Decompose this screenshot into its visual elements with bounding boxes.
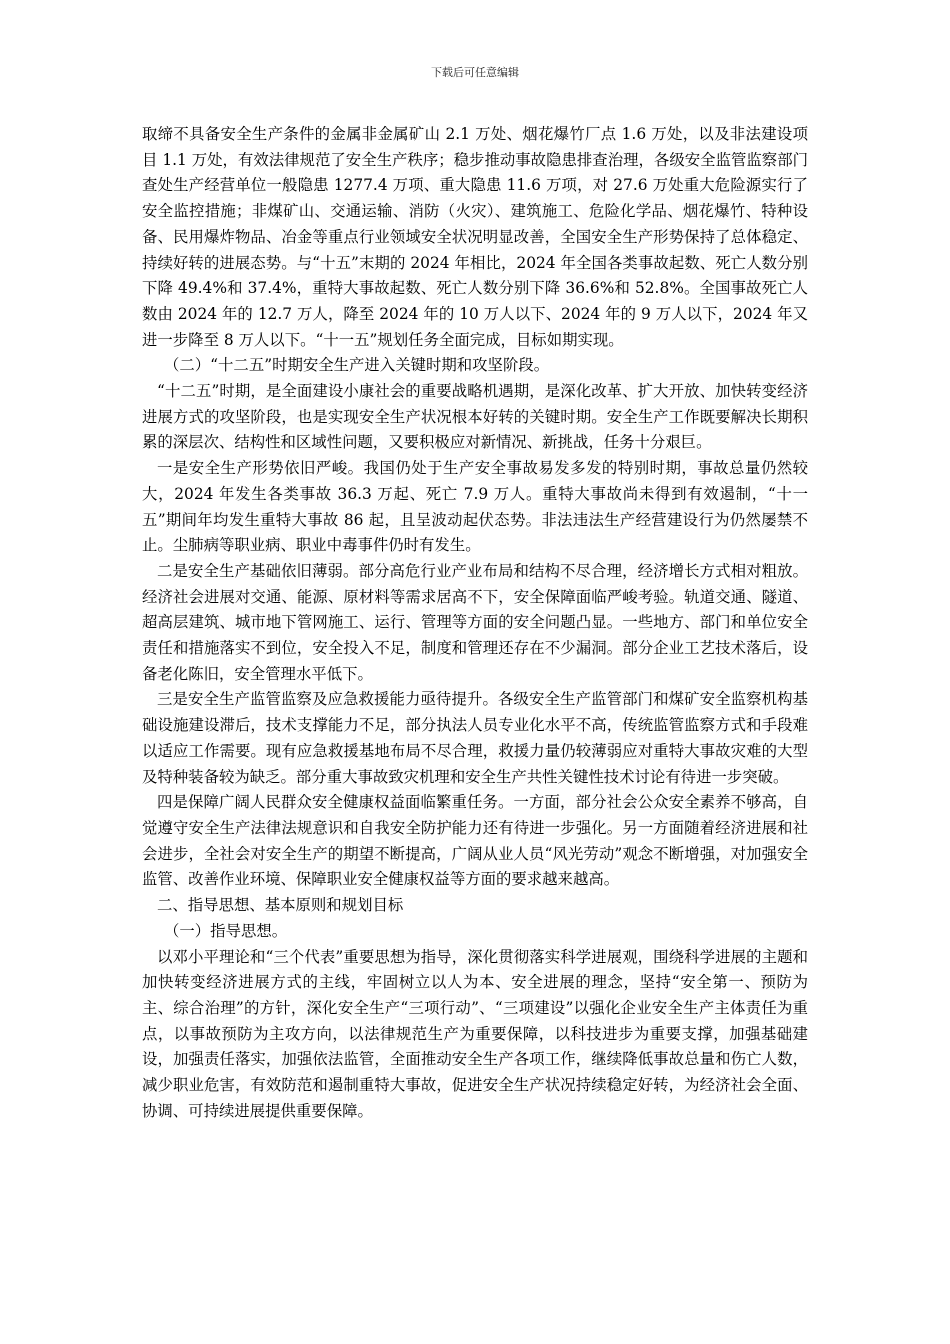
page-header: 下载后可任意编辑 (431, 66, 519, 79)
paragraph-point-two: 二是安全生产基础依旧薄弱。部分高危行业产业布局和结构不尽合理，经济增长方式相对粗放。经济社会进展对交通、能源、原材料等需求居高不下，安全保障面临严峻考验。轨道交通、隧道、超高层建筑、城市地下管网施工、运行、管理等方面的安全问题凸显。一些地方、部门和单位安全责任和措施落实不到位，安全投入不足，制度和管理还存在不少漏洞。部分企业工艺技术落后，设备老化陈旧，安全管理水平低下。 (142, 561, 808, 683)
paragraph-point-one: 一是安全生产形势依旧严峻。我国仍处于生产安全事故易发多发的特别时期，事故总量仍然较大，2024 年发生各类事故 36.3 万起、死亡 7.9 万人。重特大事故尚未得到有效遏制，“十一五”期间年均发生重特大事故 86 起，且呈波动起伏态势。非法违法生产经营建设行为仍然屡禁不止。尘肺病等职业病、职业中毒事件仍时有发生。 (142, 459, 808, 555)
section-heading-guiding-thought: （一）指导思想。 (164, 921, 288, 940)
paragraph-point-four: 四是保障广阔人民群众安全健康权益面临繁重任务。一方面，部分社会公众安全素养不够高，自觉遵守安全生产法律法规意识和自我安全防护能力还有待进一步强化。另一方面随着经济进展和社会进步，全社会对安全生产的期望不断提高，广阔从业人员“风光劳动”观念不断增强，对加强安全监管、改善作业环境、保障职业安全健康权益等方面的要求越来越高。 (142, 793, 808, 889)
paragraph-continuation: 取缔不具备安全生产条件的金属非金属矿山 2.1 万处、烟花爆竹厂点 1.6 万处，以及非法建设项目 1.1 万处，有效法律规范了安全生产秩序；稳步推动事故隐患排查治理，各级安全监管监察部门查处生产经营单位一般隐患 1277.4 万项、重大隐患 11.6 万项，对 27.6 万处重大危险源实行了安全监控措施；非煤矿山、交通运输、消防（火灾）、建筑施工、危险化学品、烟花爆竹、特种设备、民用爆炸物品、冶金等重点行业领域安全状况明显改善，全国安全生产形势保持了总体稳定、持续好转的进展态势。与“十五”末期的 2024 年相比，2024 年全国各类事故起数、死亡人数分别下降 49.4%和 37.4%，重特大事故起数、死亡人数分别下降 36.6%和 52.8%。全国事故死亡人数由 2024 年的 12.7 万人，降至 2024 年的 10 万人以下、2024 年的 9 万人以下，2024 年又进一步降至 8 万人以下。“十一五”规划任务全面完成，目标如期实现。 (142, 125, 808, 349)
document-body (142, 122, 808, 1124)
paragraph-guiding-thought: 以邓小平理论和“三个代表”重要思想为指导，深化贯彻落实科学进展观，围绕科学进展的主题和加快转变经济进展方式的主线，牢固树立以人为本、安全进展的理念，坚持“安全第一、预防为主、综合治理”的方针，深化安全生产“三项行动”、“三项建设”以强化企业安全生产主体责任为重点，以事故预防为主攻方向，以法律规范生产为重要保障，以科技进步为重要支撑，加强基础建设，加强责任落实，加强依法监管，全面推动安全生产各项工作，继续降低事故总量和伤亡人数，减少职业危害，有效防范和遏制重特大事故，促进安全生产状况持续稳定好转，为经济社会全面、协调、可持续进展提供重要保障。 (142, 947, 808, 1120)
section-heading-two: （二）“十二五”时期安全生产进入关键时期和攻坚阶段。 (164, 356, 550, 375)
chapter-heading: 二、指导思想、基本原则和规划目标 (157, 896, 404, 915)
paragraph-point-three: 三是安全生产监管监察及应急救援能力亟待提升。各级安全生产监管部门和煤矿安全监察机构基础设施建设滞后，技术支撑能力不足，部分执法人员专业化水平不高，传统监管监察方式和手段难以适应工作需要。现有应急救援基地布局不尽合理，救援力量仍较薄弱应对重特大事故灾难的大型及特种装备较为缺乏。部分重大事故致灾机理和安全生产共性关键性技术讨论有待进一步突破。 (142, 690, 808, 786)
paragraph-twelfth-five-year: “十二五”时期，是全面建设小康社会的重要战略机遇期，是深化改革、扩大开放、加快转变经济进展方式的攻坚阶段，也是实现安全生产状况根本好转的关键时期。安全生产工作既要解决长期积累的深层次、结构性和区域性问题，又要积极应对新情况、新挑战，任务十分艰巨。 (142, 382, 808, 452)
